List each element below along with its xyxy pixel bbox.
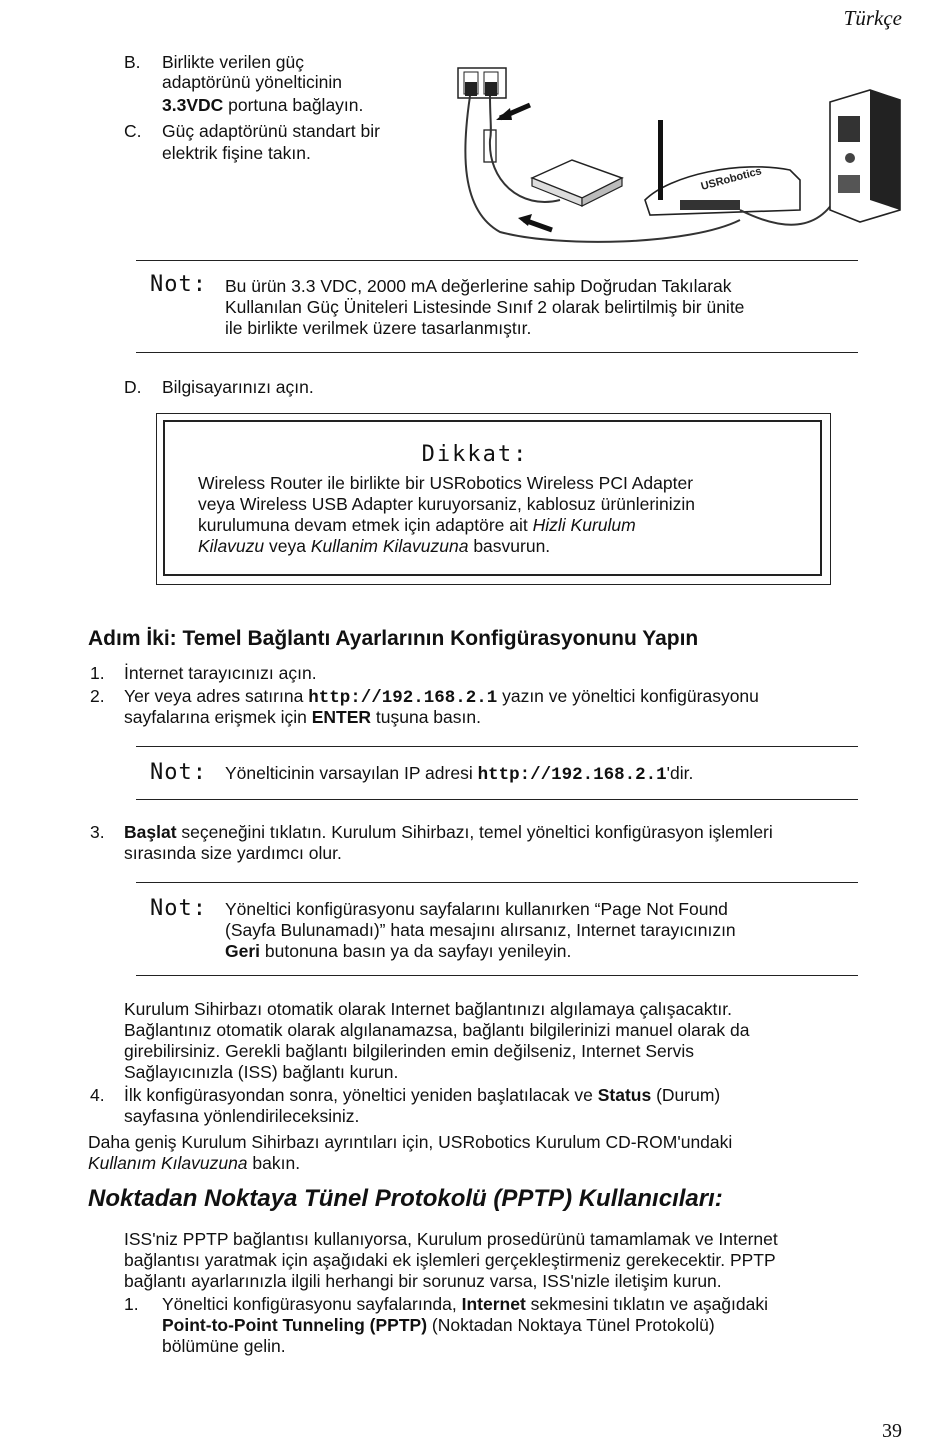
- caution-end: basvurun.: [468, 536, 551, 556]
- note3-line1: Yöneltici konfigürasyonu sayfalarını kullanırken “Page Not Found: [225, 899, 728, 919]
- caution-or: veya: [264, 536, 311, 556]
- s2-step2-line1: [124, 686, 759, 710]
- note3-top-rule: [136, 882, 858, 883]
- pptp-line2: bağlantısı yaratmak için aşağıdaki ek işlemleri gerçekleştirmeniz gerekecektir. PPTP: [124, 1250, 776, 1270]
- step-b-line1: Birlikte verilen güç: [162, 52, 304, 72]
- step3-line2: sırasında size yardımcı olur.: [124, 843, 342, 863]
- wizard-line2: Bağlantınız otomatik olarak algılanamazsa, bağlantı bilgilerinizi manuel olarak da: [124, 1020, 750, 1040]
- step-b-marker: B.: [124, 52, 141, 72]
- router-ports: [680, 200, 740, 210]
- note2-top-rule: [136, 746, 858, 747]
- pptp-step1-text-c: (Noktadan Noktaya Tünel Protokolü): [427, 1315, 715, 1335]
- note2-url: http://192.168.2.1: [477, 765, 667, 785]
- step4-text-a: İlk konfigürasyondan sonra, yöneltici yeniden başlatılacak ve: [124, 1085, 598, 1105]
- back-button-label: Geri: [225, 941, 261, 961]
- note2-tag: Not:: [150, 760, 207, 785]
- more-line1: Daha geniş Kurulum Sihirbazı ayrıntıları için, USRobotics Kurulum CD-ROM'undaki: [88, 1132, 733, 1152]
- note3-tag: Not:: [150, 896, 207, 921]
- step3-marker: 3.: [90, 822, 105, 842]
- section-heading-step-two: Adım İki: Temel Bağlantı Ayarlarının Konfigürasyonunu Yapın: [88, 627, 699, 650]
- note1-line1: Bu ürün 3.3 VDC, 2000 mA değerlerine sahip Doğrudan Takılarak: [225, 276, 732, 296]
- pptp-step1-line3: bölümüne gelin.: [162, 1336, 286, 1356]
- plug-left: [465, 82, 477, 96]
- enter-key: ENTER: [311, 707, 372, 727]
- caution-guide-title: Hizli Kurulum: [532, 515, 636, 535]
- step3-line1: [124, 822, 773, 844]
- pptp-step1-text-a: Yöneltici konfigürasyonu sayfalarında,: [162, 1294, 462, 1314]
- note1-tag: Not:: [150, 272, 207, 297]
- pptp-step1-line2: [162, 1315, 715, 1337]
- step-c-marker: C.: [124, 121, 142, 141]
- s2-step2-marker: 2.: [90, 686, 105, 706]
- s2-step1-text: İnternet tarayıcınızı açın.: [124, 663, 317, 683]
- internet-tab-label: Internet: [461, 1294, 526, 1314]
- more-line2-rest: bakın.: [247, 1153, 301, 1173]
- s2-step2-text-c: sayfalarına erişmek için: [124, 707, 312, 727]
- s2-step2-line2: [124, 707, 481, 729]
- router-url: http://192.168.2.1: [308, 688, 498, 708]
- note2-text-b: 'dir.: [666, 763, 694, 783]
- router-antenna: [658, 120, 663, 200]
- note3-bottom-rule: [136, 975, 858, 976]
- s2-step2-text-a: Yer veya adres satırına: [124, 686, 309, 706]
- caution-guide-title-cont: Kilavuzu: [198, 536, 265, 556]
- note2-text: [225, 763, 693, 787]
- pc-power-button: [845, 153, 855, 163]
- caution-line2: veya Wireless USB Adapter kuruyorsaniz, kablosuz ürünlerinizin: [198, 494, 696, 514]
- step4-text-b: (Durum): [651, 1085, 721, 1105]
- step4-line1: [124, 1085, 720, 1107]
- step4-marker: 4.: [90, 1085, 105, 1105]
- note3-line3: [225, 941, 571, 963]
- voltage-bold: 3.3VDC: [162, 95, 224, 115]
- language-label: Türkçe: [843, 6, 902, 30]
- pptp-line3: bağlantı ayarlarınızla ilgili herhangi bir sorunuz varsa, ISS'nizle iletişim kurun.: [124, 1271, 722, 1291]
- caution-line3-text: kurulumuna devam etmek için adaptöre ait: [198, 515, 533, 535]
- step4-line2: sayfasına yönlendirileceksiniz.: [124, 1106, 360, 1126]
- note1-line2: Kullanılan Güç Üniteleri Listesinde Sınıf 2 olarak belirtilmiş bir ünite: [225, 297, 745, 317]
- step-c-line2: elektrik fişine takın.: [162, 143, 311, 163]
- step-c-line1: Güç adaptörünü standart bir: [162, 121, 380, 141]
- caution-title: Dikkat:: [421, 442, 529, 467]
- caution-user-guide: Kullanim Kilavuzuna: [310, 536, 469, 556]
- caution-line4: [198, 536, 550, 558]
- wizard-line1: Kurulum Sihirbazı otomatik olarak Internet bağlantınızı algılamaya çalışacaktır.: [124, 999, 732, 1019]
- step-d-text: Bilgisayarınızı açın.: [162, 377, 314, 397]
- step-d-marker: D.: [124, 377, 142, 397]
- note1-top-rule: [136, 260, 858, 261]
- pptp-step1-line1: [162, 1294, 768, 1316]
- more-line2: [88, 1153, 300, 1175]
- pc-front-panel: [838, 175, 860, 193]
- note3-line3-rest: butonuna basın ya da sayfayı yenileyin.: [260, 941, 572, 961]
- pptp-step1-text-b: sekmesini tıklatın ve aşağıdaki: [525, 1294, 769, 1314]
- arrow-outlet-head: [496, 108, 512, 120]
- pptp-line1: ISS'niz PPTP bağlantısı kullanıyorsa, Kurulum prosedürünü tamamlamak ve Internet: [124, 1229, 778, 1249]
- page-number: 39: [882, 1420, 902, 1442]
- status-label: Status: [597, 1085, 652, 1105]
- pptp-step1-marker: 1.: [124, 1294, 139, 1314]
- s2-step1-marker: 1.: [90, 663, 105, 683]
- start-label: Başlat: [124, 822, 177, 842]
- pptp-section-label: Point-to-Point Tunneling (PPTP): [162, 1315, 428, 1335]
- wizard-line4: Sağlayıcınızla (ISS) bağlantı kurun.: [124, 1062, 399, 1082]
- step-b-line3: [162, 95, 363, 117]
- caution-line3: [198, 515, 636, 537]
- caution-line1: Wireless Router ile birlikte bir USRobotics Wireless PCI Adapter: [198, 473, 694, 493]
- s2-step2-text-b: yazın ve yöneltici konfigürasyonu: [497, 686, 759, 706]
- wizard-line3: girebilirsiniz. Gerekli bağlantı bilgilerinden emin değilseniz, Internet Servis: [124, 1041, 694, 1061]
- router-logo-text: USRobotics: [699, 165, 763, 193]
- note1-line3: ile birlikte verilmek üzere tasarlanmıştır.: [225, 318, 532, 338]
- note2-text-a: Yönelticinin varsayılan IP adresi: [225, 763, 478, 783]
- note1-bottom-rule: [136, 352, 858, 353]
- user-guide-title: Kullanım Kılavuzuna: [88, 1153, 248, 1173]
- s2-step2-text-d: tuşuna basın.: [371, 707, 481, 727]
- note3-line2: (Sayfa Bulunamadı)” hata mesajını alırsanız, Internet tarayıcınızın: [225, 920, 736, 940]
- pc-tower-side: [870, 90, 900, 210]
- plug-right: [485, 82, 497, 96]
- step3-rest: seçeneğini tıklatın. Kurulum Sihirbazı, temel yöneltici konfigürasyon işlemleri: [176, 822, 773, 842]
- pc-drive-bays: [838, 116, 860, 142]
- router-connection-illustration: [440, 60, 910, 250]
- note2-bottom-rule: [136, 799, 858, 800]
- step-b-line2: adaptörünü yönelticinin: [162, 72, 342, 92]
- section-heading-pptp: Noktadan Noktaya Tünel Protokolü (PPTP) Kullanıcıları:: [88, 1185, 723, 1212]
- step-b-line3-rest: portuna bağlayın.: [223, 95, 364, 115]
